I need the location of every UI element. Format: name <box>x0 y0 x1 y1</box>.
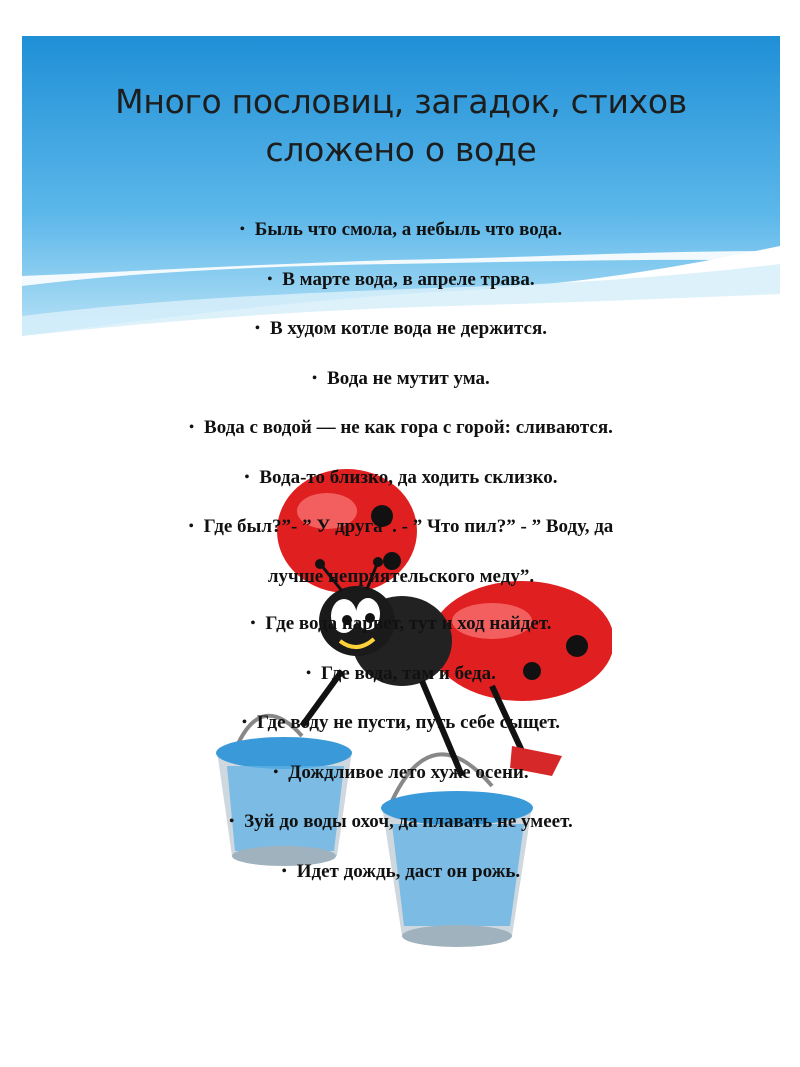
list-item <box>22 860 780 886</box>
proverb-text: Где был?”- ” У друга”. - ” Что пил?” - ” Воду, да <box>203 516 614 537</box>
bullet-icon: • <box>281 863 287 879</box>
list-item <box>22 218 780 244</box>
proverb-text: Быль что смола, а небыль что вода. <box>254 219 563 240</box>
bullet-icon: • <box>188 519 194 534</box>
bullet-icon: • <box>229 814 235 829</box>
proverb-list <box>22 218 780 909</box>
proverb-text: Зуй до воды охоч, да плавать не умеет. <box>244 811 573 832</box>
proverb-text: Дождливое лето хуже осени. <box>288 761 529 783</box>
proverb-text: Вода с водой — не как гора с горой: сливаются. <box>204 417 613 438</box>
list-item <box>22 268 780 294</box>
proverb-text: Вода-то близко, да ходить склизко. <box>259 466 558 488</box>
proverb-text: Где вода, там и беда. <box>321 662 496 684</box>
proverb-text: В марте вода, в апреле трава. <box>282 268 535 290</box>
proverb-text: Идет дождь, даст он рожь. <box>296 860 521 882</box>
bullet-icon: • <box>273 764 279 780</box>
list-item <box>22 612 780 638</box>
proverb-text: Где воду не пусти, путь себе сыщет. <box>256 712 560 733</box>
bullet-icon: • <box>306 665 311 681</box>
bullet-icon: • <box>312 370 318 386</box>
list-item <box>22 662 780 688</box>
list-item <box>22 810 780 836</box>
proverb-text: В худом котле вода не держится. <box>269 318 547 339</box>
bullet-icon: • <box>189 420 195 435</box>
list-item <box>22 711 780 737</box>
title-line-1: Много пословиц, загадок, стихов <box>115 82 687 121</box>
list-item <box>22 761 780 787</box>
page-title <box>22 78 780 174</box>
bullet-icon: • <box>239 222 245 237</box>
proverb-text-continued: лучше неприятельского меду”. <box>267 565 535 587</box>
bullet-icon: • <box>250 616 256 631</box>
bullet-icon: • <box>255 321 260 336</box>
list-item <box>22 317 780 343</box>
proverb-text: Где вода нарвет, тут и ход найдет. <box>265 613 552 634</box>
list-item <box>22 515 780 589</box>
bullet-icon: • <box>244 469 250 485</box>
list-item <box>22 416 780 442</box>
title-line-2: сложено о воде <box>265 130 537 169</box>
list-item <box>22 367 780 393</box>
list-item <box>22 466 780 492</box>
proverb-text: Вода не мутит ума. <box>327 367 490 389</box>
bullet-icon: • <box>241 715 247 730</box>
bullet-icon: • <box>267 271 273 287</box>
slide <box>22 36 780 1036</box>
